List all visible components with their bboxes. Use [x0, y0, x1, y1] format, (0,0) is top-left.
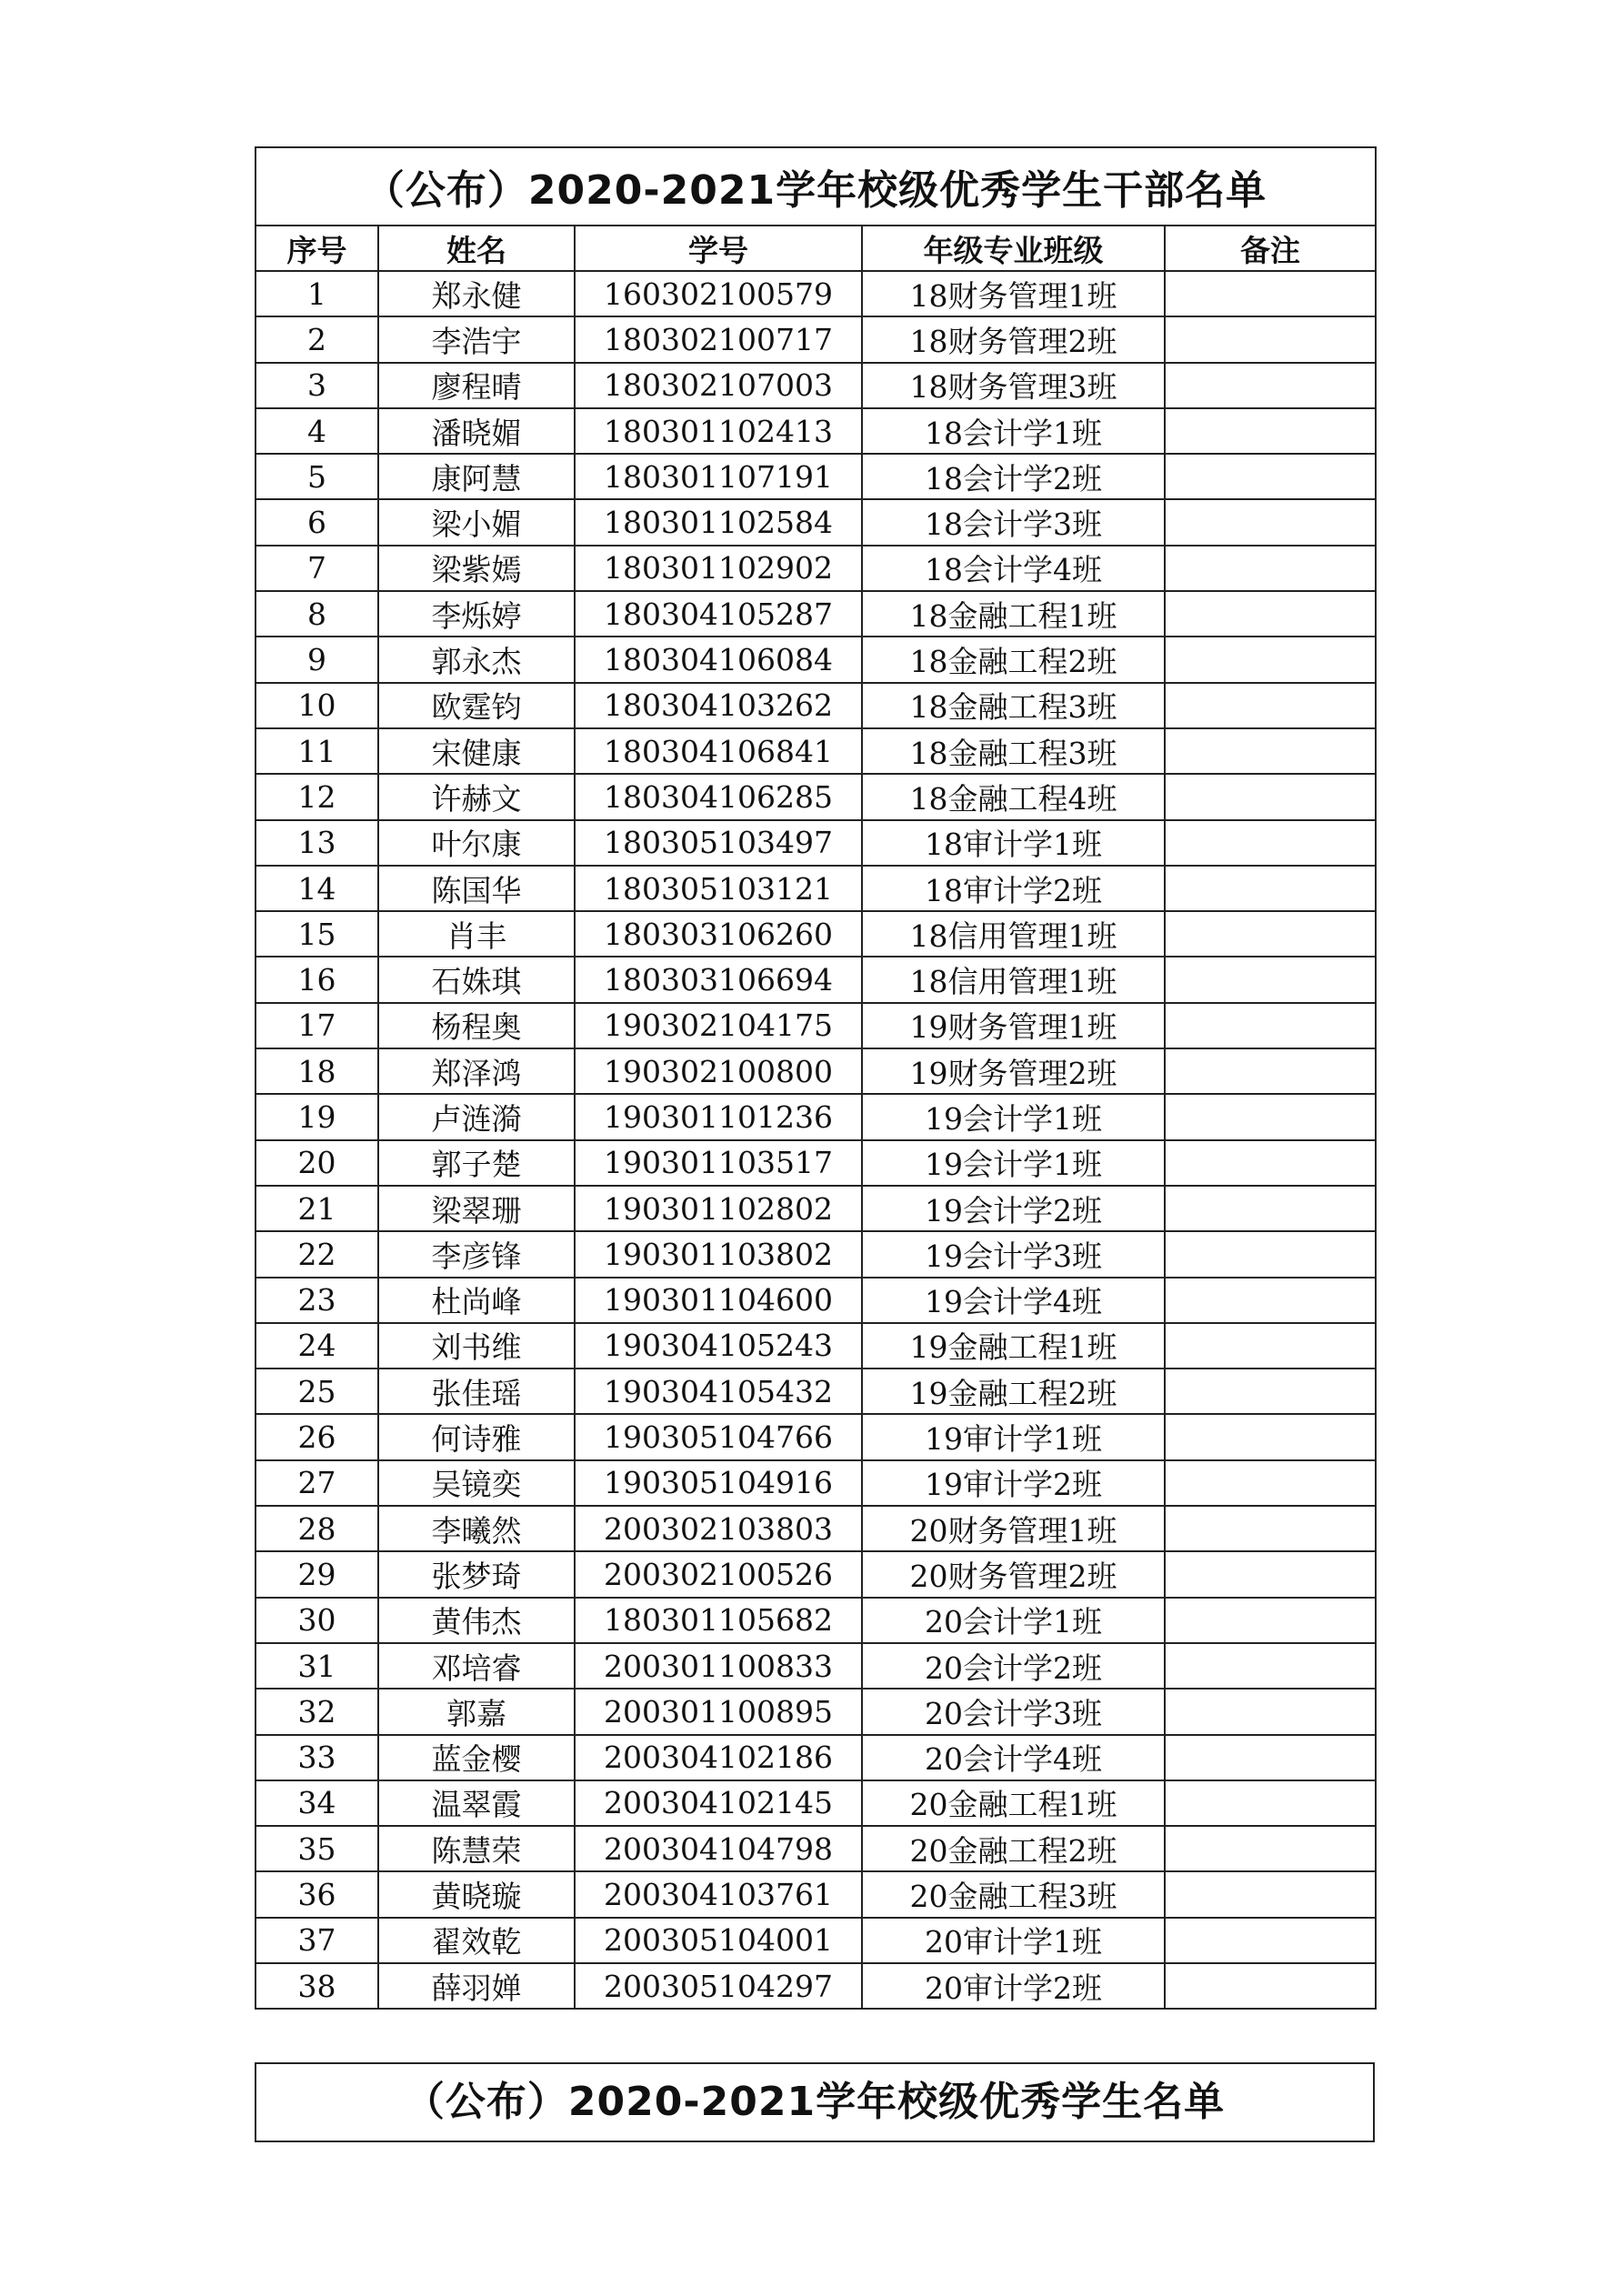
table-row: [255, 1460, 1376, 1506]
table-row: [255, 957, 1376, 1002]
cell-remarks: [1165, 637, 1376, 682]
table-row: [255, 774, 1376, 819]
cell-class: 19财务管理1班: [862, 1003, 1165, 1048]
cell-remarks: [1165, 1231, 1376, 1277]
cell-class: 19审计学1班: [862, 1414, 1165, 1459]
cell-student-id: 190305104916: [575, 1460, 862, 1506]
cell-index: 18: [255, 1048, 378, 1094]
cell-index: 36: [255, 1871, 378, 1917]
cell-student-id: 180304106285: [575, 774, 862, 819]
cell-remarks: [1165, 408, 1376, 454]
table-row: [255, 820, 1376, 866]
table-row: [255, 1735, 1376, 1780]
cell-remarks: [1165, 499, 1376, 545]
table-row: [255, 1643, 1376, 1689]
table-row: [255, 1871, 1376, 1917]
cell-remarks: [1165, 728, 1376, 774]
cell-student-id: 180304105287: [575, 591, 862, 637]
cell-student-id: 180301102902: [575, 546, 862, 591]
cell-index: 29: [255, 1551, 378, 1597]
table-row: [255, 408, 1376, 454]
cell-remarks: [1165, 1689, 1376, 1734]
table-row: [255, 499, 1376, 545]
cell-name: 潘晓媚: [378, 408, 575, 454]
header-index: 序号: [255, 226, 378, 271]
cell-remarks: [1165, 866, 1376, 911]
cell-name: 翟效乾: [378, 1918, 575, 1963]
cell-class: 19会计学3班: [862, 1231, 1165, 1277]
cell-name: 杨程奥: [378, 1003, 575, 1048]
header-remarks: 备注: [1165, 226, 1376, 271]
cell-student-id: 190305104766: [575, 1414, 862, 1459]
cell-remarks: [1165, 1414, 1376, 1459]
cell-remarks: [1165, 363, 1376, 408]
cell-index: 1: [255, 271, 378, 316]
cell-class: 20金融工程3班: [862, 1871, 1165, 1917]
cell-remarks: [1165, 591, 1376, 637]
cadre-list-table: [255, 146, 1377, 2010]
cell-class: 18财务管理1班: [862, 271, 1165, 316]
cell-class: 19金融工程2班: [862, 1369, 1165, 1414]
cell-index: 7: [255, 546, 378, 591]
cell-student-id: 200305104001: [575, 1918, 862, 1963]
table-title: （公布）2020-2021学年校级优秀学生干部名单: [255, 147, 1376, 226]
table-row: [255, 271, 1376, 316]
cell-name: 吴镜奕: [378, 1460, 575, 1506]
cell-class: 20财务管理1班: [862, 1506, 1165, 1551]
cell-index: 13: [255, 820, 378, 866]
cell-name: 欧霆钧: [378, 683, 575, 728]
cell-remarks: [1165, 911, 1376, 957]
cell-class: 20审计学2班: [862, 1963, 1165, 2009]
cell-class: 18会计学2班: [862, 454, 1165, 499]
cell-student-id: 180305103497: [575, 820, 862, 866]
cell-name: 李彦锋: [378, 1231, 575, 1277]
cell-index: 32: [255, 1689, 378, 1734]
cell-index: 23: [255, 1278, 378, 1323]
cell-class: 19会计学4班: [862, 1278, 1165, 1323]
table-row: [255, 1231, 1376, 1277]
cell-name: 张梦琦: [378, 1551, 575, 1597]
table-row: [255, 1506, 1376, 1551]
cell-student-id: 160302100579: [575, 271, 862, 316]
cell-student-id: 180304103262: [575, 683, 862, 728]
cell-student-id: 200305104297: [575, 1963, 862, 2009]
cell-index: 34: [255, 1780, 378, 1826]
cell-class: 20会计学4班: [862, 1735, 1165, 1780]
cell-remarks: [1165, 1963, 1376, 2009]
cell-name: 何诗雅: [378, 1414, 575, 1459]
cell-remarks: [1165, 1323, 1376, 1369]
cell-remarks: [1165, 1094, 1376, 1139]
cell-remarks: [1165, 1506, 1376, 1551]
table-row: [255, 363, 1376, 408]
cell-class: 20会计学1班: [862, 1598, 1165, 1643]
cell-student-id: 180304106841: [575, 728, 862, 774]
cell-student-id: 200304104798: [575, 1826, 862, 1871]
cell-class: 18金融工程2班: [862, 637, 1165, 682]
cell-remarks: [1165, 316, 1376, 362]
cell-index: 21: [255, 1186, 378, 1231]
cell-student-id: 200304102145: [575, 1780, 862, 1826]
cell-class: 18会计学1班: [862, 408, 1165, 454]
cell-class: 18金融工程1班: [862, 591, 1165, 637]
cell-index: 37: [255, 1918, 378, 1963]
cell-class: 20金融工程2班: [862, 1826, 1165, 1871]
cell-remarks: [1165, 1048, 1376, 1094]
cell-name: 廖程晴: [378, 363, 575, 408]
cell-index: 25: [255, 1369, 378, 1414]
cell-student-id: 180301102584: [575, 499, 862, 545]
cell-remarks: [1165, 774, 1376, 819]
cell-index: 38: [255, 1963, 378, 2009]
cell-index: 27: [255, 1460, 378, 1506]
cell-name: 郭永杰: [378, 637, 575, 682]
cell-remarks: [1165, 1735, 1376, 1780]
cell-class: 18会计学4班: [862, 546, 1165, 591]
header-student-id: 学号: [575, 226, 862, 271]
cell-student-id: 190301103517: [575, 1140, 862, 1186]
cell-remarks: [1165, 1278, 1376, 1323]
header-row: [255, 226, 1376, 271]
cell-class: 19金融工程1班: [862, 1323, 1165, 1369]
table-row: [255, 1551, 1376, 1597]
cell-student-id: 200301100895: [575, 1689, 862, 1734]
cell-student-id: 180304106084: [575, 637, 862, 682]
header-class: 年级专业班级: [862, 226, 1165, 271]
cell-class: 19审计学2班: [862, 1460, 1165, 1506]
cell-remarks: [1165, 1186, 1376, 1231]
table-row: [255, 1598, 1376, 1643]
cell-remarks: [1165, 271, 1376, 316]
cell-student-id: 190301102802: [575, 1186, 862, 1231]
cell-remarks: [1165, 957, 1376, 1002]
table-row: [255, 1278, 1376, 1323]
cell-remarks: [1165, 1460, 1376, 1506]
cell-student-id: 200302100526: [575, 1551, 862, 1597]
cell-name: 卢涟漪: [378, 1094, 575, 1139]
cell-name: 梁翠珊: [378, 1186, 575, 1231]
cell-class: 20会计学3班: [862, 1689, 1165, 1734]
table-row: [255, 1963, 1376, 2009]
table-row: [255, 1780, 1376, 1826]
cell-name: 许赫文: [378, 774, 575, 819]
table-row: [255, 546, 1376, 591]
table-row: [255, 1369, 1376, 1414]
cell-name: 邓培睿: [378, 1643, 575, 1689]
cell-class: 20财务管理2班: [862, 1551, 1165, 1597]
cell-remarks: [1165, 546, 1376, 591]
second-table-title: （公布）2020-2021学年校级优秀学生名单: [255, 2062, 1375, 2142]
cell-name: 李曦然: [378, 1506, 575, 1551]
cell-name: 宋健康: [378, 728, 575, 774]
table-row: [255, 1826, 1376, 1871]
cell-name: 蓝金樱: [378, 1735, 575, 1780]
cell-name: 石姝琪: [378, 957, 575, 1002]
table-row: [255, 728, 1376, 774]
table-row: [255, 866, 1376, 911]
cell-index: 24: [255, 1323, 378, 1369]
cell-class: 20会计学2班: [862, 1643, 1165, 1689]
cell-student-id: 180303106694: [575, 957, 862, 1002]
table-row: [255, 1094, 1376, 1139]
cell-index: 17: [255, 1003, 378, 1048]
cell-name: 温翠霞: [378, 1780, 575, 1826]
cell-student-id: 190304105432: [575, 1369, 862, 1414]
cell-index: 2: [255, 316, 378, 362]
table-row: [255, 1048, 1376, 1094]
cell-student-id: 180302100717: [575, 316, 862, 362]
cell-index: 33: [255, 1735, 378, 1780]
cell-name: 李烁婷: [378, 591, 575, 637]
header-name: 姓名: [378, 226, 575, 271]
cell-class: 18金融工程3班: [862, 728, 1165, 774]
cell-index: 26: [255, 1414, 378, 1459]
cell-class: 19会计学2班: [862, 1186, 1165, 1231]
cell-student-id: 190302100800: [575, 1048, 862, 1094]
cell-name: 陈国华: [378, 866, 575, 911]
cell-name: 黄伟杰: [378, 1598, 575, 1643]
cell-student-id: 200301100833: [575, 1643, 862, 1689]
cell-index: 35: [255, 1826, 378, 1871]
cell-class: 20审计学1班: [862, 1918, 1165, 1963]
cell-name: 郑永健: [378, 271, 575, 316]
cell-index: 30: [255, 1598, 378, 1643]
cell-index: 3: [255, 363, 378, 408]
cell-student-id: 190304105243: [575, 1323, 862, 1369]
cell-remarks: [1165, 1369, 1376, 1414]
cell-remarks: [1165, 1598, 1376, 1643]
cell-student-id: 180301102413: [575, 408, 862, 454]
cell-name: 刘书维: [378, 1323, 575, 1369]
table-row: [255, 1689, 1376, 1734]
cell-index: 28: [255, 1506, 378, 1551]
cell-name: 张佳瑶: [378, 1369, 575, 1414]
cell-student-id: 190301104600: [575, 1278, 862, 1323]
cell-student-id: 200302103803: [575, 1506, 862, 1551]
cell-name: 李浩宇: [378, 316, 575, 362]
table-row: [255, 316, 1376, 362]
cell-name: 薛羽婵: [378, 1963, 575, 2009]
cell-remarks: [1165, 1551, 1376, 1597]
cell-index: 5: [255, 454, 378, 499]
cell-student-id: 190301103802: [575, 1231, 862, 1277]
cell-index: 12: [255, 774, 378, 819]
cell-index: 22: [255, 1231, 378, 1277]
cell-student-id: 200304103761: [575, 1871, 862, 1917]
table-row: [255, 1140, 1376, 1186]
cell-student-id: 180301105682: [575, 1598, 862, 1643]
cell-index: 10: [255, 683, 378, 728]
cell-class: 19会计学1班: [862, 1094, 1165, 1139]
cell-remarks: [1165, 1871, 1376, 1917]
cell-remarks: [1165, 1826, 1376, 1871]
cell-class: 19会计学1班: [862, 1140, 1165, 1186]
cell-index: 4: [255, 408, 378, 454]
cell-remarks: [1165, 1918, 1376, 1963]
cell-name: 康阿慧: [378, 454, 575, 499]
cell-name: 梁紫嫣: [378, 546, 575, 591]
cell-student-id: 190302104175: [575, 1003, 862, 1048]
cell-class: 18金融工程3班: [862, 683, 1165, 728]
cell-class: 19财务管理2班: [862, 1048, 1165, 1094]
cell-index: 14: [255, 866, 378, 911]
cell-remarks: [1165, 1780, 1376, 1826]
cell-index: 16: [255, 957, 378, 1002]
table-row: [255, 1003, 1376, 1048]
cell-name: 陈慧荣: [378, 1826, 575, 1871]
cell-class: 18审计学2班: [862, 866, 1165, 911]
cell-class: 18财务管理3班: [862, 363, 1165, 408]
cell-class: 18财务管理2班: [862, 316, 1165, 362]
cell-name: 郑泽鸿: [378, 1048, 575, 1094]
cell-index: 31: [255, 1643, 378, 1689]
cell-name: 杜尚峰: [378, 1278, 575, 1323]
cell-class: 18审计学1班: [862, 820, 1165, 866]
cell-remarks: [1165, 1140, 1376, 1186]
cell-index: 19: [255, 1094, 378, 1139]
cell-student-id: 190301101236: [575, 1094, 862, 1139]
cell-name: 肖丰: [378, 911, 575, 957]
table-row: [255, 1414, 1376, 1459]
table-row: [255, 454, 1376, 499]
cell-name: 郭嘉: [378, 1689, 575, 1734]
cell-index: 9: [255, 637, 378, 682]
cell-name: 黄晓璇: [378, 1871, 575, 1917]
cell-remarks: [1165, 1003, 1376, 1048]
table-row: [255, 1918, 1376, 1963]
table-row: [255, 1323, 1376, 1369]
cell-remarks: [1165, 1643, 1376, 1689]
cell-index: 20: [255, 1140, 378, 1186]
cell-class: 18会计学3班: [862, 499, 1165, 545]
table-row: [255, 591, 1376, 637]
table-row: [255, 1186, 1376, 1231]
table-row: [255, 637, 1376, 682]
cell-remarks: [1165, 683, 1376, 728]
cell-remarks: [1165, 820, 1376, 866]
cell-student-id: 180305103121: [575, 866, 862, 911]
cell-remarks: [1165, 454, 1376, 499]
cell-student-id: 180302107003: [575, 363, 862, 408]
cell-class: 18信用管理1班: [862, 957, 1165, 1002]
cell-student-id: 180303106260: [575, 911, 862, 957]
cell-student-id: 180301107191: [575, 454, 862, 499]
cell-index: 8: [255, 591, 378, 637]
table-row: [255, 683, 1376, 728]
cell-index: 15: [255, 911, 378, 957]
cell-class: 20金融工程1班: [862, 1780, 1165, 1826]
cell-name: 叶尔康: [378, 820, 575, 866]
table-row: [255, 911, 1376, 957]
cell-name: 郭子楚: [378, 1140, 575, 1186]
cell-class: 18信用管理1班: [862, 911, 1165, 957]
cell-class: 18金融工程4班: [862, 774, 1165, 819]
cell-index: 6: [255, 499, 378, 545]
cell-name: 梁小媚: [378, 499, 575, 545]
cell-index: 11: [255, 728, 378, 774]
cell-student-id: 200304102186: [575, 1735, 862, 1780]
